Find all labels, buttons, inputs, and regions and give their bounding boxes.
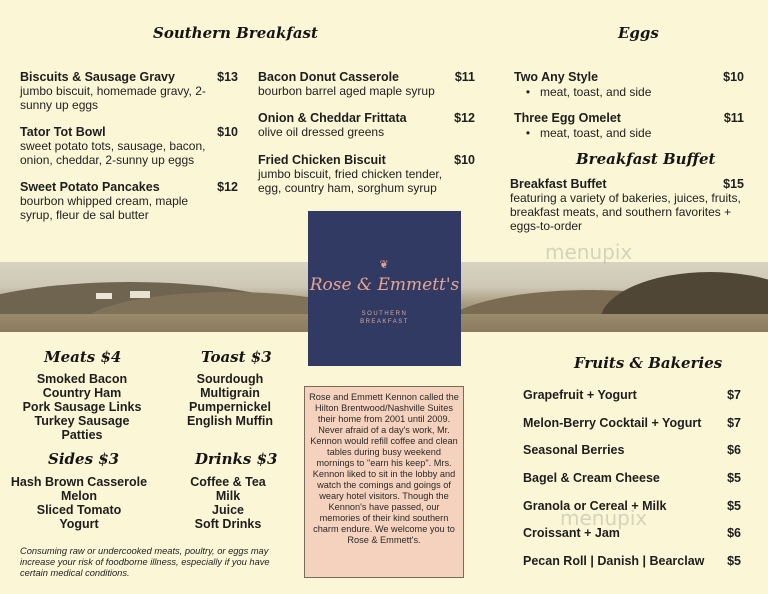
toast-list <box>180 372 280 428</box>
bullet-icon: • <box>525 126 531 140</box>
brand-name: Rose & Emmett's <box>309 275 460 295</box>
list-item <box>523 388 741 416</box>
meats-list <box>14 372 150 442</box>
item-description: meat, toast, and side <box>540 126 652 140</box>
item-description: meat, toast, and side <box>540 85 652 99</box>
item-name: Fried Chicken Biscuit <box>258 153 386 167</box>
drinks-list <box>178 475 278 531</box>
list-item <box>523 416 741 444</box>
item-name: Sweet Potato Pancakes <box>20 180 160 194</box>
list-item: Milk <box>215 489 241 503</box>
sides-heading: Sides $3 <box>48 450 120 468</box>
menu-item <box>258 111 475 139</box>
item-name: Granola or Cereal + Milk <box>523 498 667 513</box>
list-item: Yogurt <box>59 517 99 531</box>
leaf-icon: ❦ <box>379 259 389 271</box>
list-item: Turkey Sausage Patties <box>34 414 130 442</box>
list-item: Pork Sausage Links <box>22 400 142 414</box>
item-price: $13 <box>217 70 238 84</box>
item-name: Biscuits & Sausage Gravy <box>20 70 175 84</box>
list-item: Juice <box>212 503 244 517</box>
item-price: $10 <box>723 70 744 84</box>
item-description: bourbon barrel aged maple syrup <box>258 84 435 98</box>
item-description: jumbo biscuit, homemade gravy, 2-sunny up eggs <box>20 84 206 112</box>
fruits-list <box>523 388 741 582</box>
item-price: $5 <box>727 471 741 486</box>
menu-item <box>258 70 475 98</box>
item-name: Pecan Roll | Danish | Bearclaw <box>523 554 705 569</box>
item-price: $5 <box>727 498 741 513</box>
menu-item <box>514 70 744 99</box>
item-price: $11 <box>723 111 744 125</box>
list-item <box>523 554 741 582</box>
toast-heading: Toast $3 <box>201 348 272 366</box>
food-safety-disclaimer: Consuming raw or undercooked meats, poultry, or eggs may increase your risk of foodborne illness, especially if you have certain medical conditions. <box>20 546 270 578</box>
list-item <box>523 471 741 499</box>
menu-item <box>20 180 238 222</box>
item-name: Bacon Donut Casserole <box>258 70 400 84</box>
item-name: Tator Tot Bowl <box>20 125 106 139</box>
item-price: $11 <box>454 70 475 84</box>
item-price: $15 <box>723 177 744 191</box>
item-description: bourbon whipped cream, maple syrup, fleur de sal butter <box>20 194 189 222</box>
list-item: Soft Drinks <box>194 517 262 531</box>
menu-item <box>20 70 238 112</box>
item-price: $6 <box>727 526 741 541</box>
watermark: menupix <box>560 506 648 530</box>
item-description: sweet potato tots, sausage, bacon, onion, cheddar, 2-sunny up eggs <box>20 139 206 167</box>
story-box: Rose and Emmett Kennon called the Hilton Brentwood/Nashville Suites their home from 2001 until 2009. Never afraid of a day's work, Mr. Kennon would refill coffee and clean tables during busy weekend mornings to "earn his keep". Mrs. Kennon liked to sit in the lobby and watch the comings and goings of weary hotel visitors. Though the Kennon's have passed, our memories of their kind southern charm endure. We welcome you to Rose & Emmett's. <box>304 386 464 578</box>
item-name: Bagel & Cream Cheese <box>523 471 660 486</box>
item-price: $12 <box>217 180 238 194</box>
menu-item <box>20 125 238 167</box>
item-name: Two Any Style <box>514 70 599 84</box>
item-name: Onion & Cheddar Frittata <box>258 111 407 125</box>
item-name: Croissant + Jam <box>523 526 620 541</box>
list-item: Country Ham <box>42 386 122 400</box>
item-price: $7 <box>727 388 741 402</box>
southern-breakfast-heading: Southern Breakfast <box>153 24 318 42</box>
item-description: jumbo biscuit, fried chicken tender, egg, country ham, sorghum syrup <box>258 167 443 195</box>
breakfast-buffet-heading: Breakfast Buffet <box>576 150 716 168</box>
brand-subtitle-line2: BREAKFAST <box>360 319 409 325</box>
eggs-heading: Eggs <box>618 24 659 42</box>
meats-heading: Meats $4 <box>44 348 122 366</box>
list-item: Smoked Bacon <box>36 372 128 386</box>
list-item <box>523 526 741 554</box>
watermark: menupix <box>545 240 633 264</box>
item-name: Breakfast Buffet <box>510 177 607 191</box>
item-price: $10 <box>454 153 475 167</box>
list-item: Pumpernickel <box>189 400 271 414</box>
item-price: $10 <box>217 125 238 139</box>
menu-item <box>258 153 475 195</box>
menu-item <box>510 177 744 233</box>
list-item: Sourdough <box>196 372 264 386</box>
item-price: $6 <box>727 443 741 458</box>
list-item: Hash Brown Casserole <box>10 475 148 489</box>
item-name: Melon-Berry Cocktail + Yogurt <box>523 415 702 430</box>
list-item: English Muffin <box>186 414 274 428</box>
item-name: Seasonal Berries <box>523 443 625 458</box>
item-name: Three Egg Omelet <box>514 111 621 125</box>
list-item: Multigrain <box>200 386 260 400</box>
list-item: Sliced Tomato <box>36 503 122 517</box>
sides-list <box>10 475 148 531</box>
drinks-heading: Drinks $3 <box>195 450 278 468</box>
list-item: Coffee & Tea <box>190 475 266 489</box>
item-price: $5 <box>727 554 741 569</box>
item-description: featuring a variety of bakeries, juices, fruits, breakfast meats, and southern favorites + eggs-to-order <box>510 191 741 233</box>
list-item <box>523 443 741 471</box>
brand-subtitle-line1: SOUTHERN <box>361 311 408 317</box>
item-description: olive oil dressed greens <box>258 125 385 139</box>
item-price: $7 <box>727 415 741 430</box>
item-name: Grapefruit + Yogurt <box>523 388 637 402</box>
item-price: $12 <box>454 111 475 125</box>
bullet-icon: • <box>525 85 531 99</box>
brand-logo-panel <box>308 211 461 366</box>
menu-item <box>514 111 744 140</box>
fruits-bakeries-heading: Fruits & Bakeries <box>574 354 723 372</box>
list-item: Melon <box>60 489 98 503</box>
